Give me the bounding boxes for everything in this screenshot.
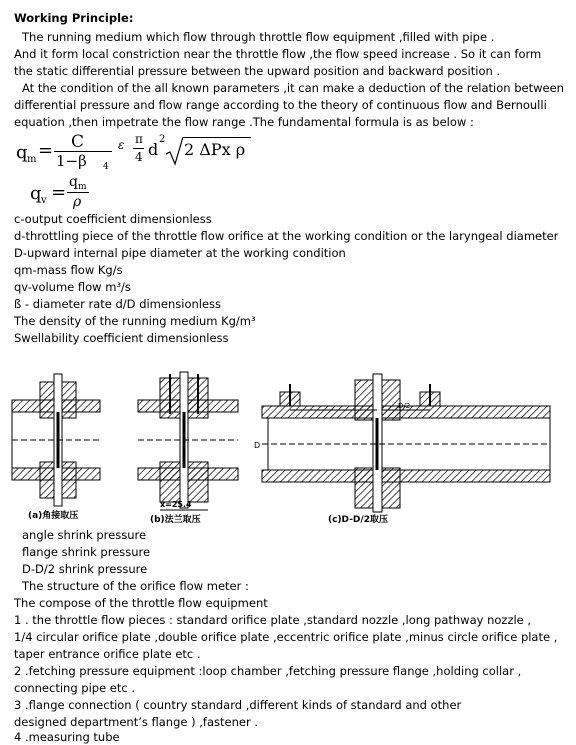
definition-line: Swellability coefficient dimensionless — [14, 331, 229, 345]
intro-paragraph-line: differential pressure and flow range according to the theory of continuous flow and Bernoulli — [14, 98, 547, 112]
intro-paragraph-line: equation ,then impetrate the flow range .The fundamental formula is as below : — [14, 115, 474, 129]
definition-line: d-throttling piece of the throttle flow orifice at the working condition or the laryngeal diameter — [14, 229, 559, 243]
angle-tapping-drawing — [12, 374, 100, 506]
figure-caption-line: D-D/2 shrink pressure — [22, 562, 148, 576]
compose-line: 2 .fetching pressure equipment :loop chamber ,fetching pressure flange ,holding collar , — [14, 664, 522, 678]
figure-caption-c: (c)D-D/2取压 — [328, 515, 388, 525]
compose-line: 1 . the throttle flow pieces : standard orifice plate ,standard nozzle ,long pathway nozzle , — [14, 613, 532, 627]
orifice-meter-figure — [10, 370, 566, 530]
compose-line: 4 .measuring tube — [14, 730, 120, 744]
working-principle-heading: Working Principle: — [14, 11, 134, 25]
figure-caption-line: The structure of the orifice flow meter : — [22, 579, 249, 593]
definition-line: c-output coefficient dimensionless — [14, 212, 212, 226]
figure-caption-a: (a)角接取压 — [28, 511, 79, 521]
compose-line: 1/4 circular orifice plate ,double orifice plate ,eccentric orifice plate ,minus circle orifice plate , — [14, 630, 558, 644]
mass-flow-formula: q m = C 1−β 4 ε π 4 d 2 2 ΔPx ρ — [14, 130, 254, 172]
figure-caption-line: flange shrink pressure — [22, 545, 151, 559]
definition-line: The density of the running medium Kg/m³ — [14, 314, 256, 328]
d-d2-tapping-drawing — [262, 374, 550, 512]
dimension-label: D — [254, 441, 261, 450]
compose-line: designed department’s flange ) ,fastener . — [14, 715, 258, 729]
definition-line: qm-mass flow Kg/s — [14, 263, 123, 277]
figure-caption-b: (b)法兰取压 — [150, 515, 201, 525]
intro-paragraph-line: And it form local constriction near the throttle flow ,the flow speed increase . So it can form — [14, 47, 542, 61]
figure-caption-line: angle shrink pressure — [22, 528, 147, 542]
volume-flow-formula: q v = q m ρ — [14, 174, 124, 212]
compose-line: connecting pipe etc . — [14, 681, 136, 695]
flange-tapping-drawing — [138, 372, 238, 510]
square-root-icon — [165, 136, 185, 166]
compose-line: 3 .flange connection ( country standard ,different kinds of standard and other — [14, 698, 462, 712]
intro-paragraph-line: At the condition of the all known parameters ,it can make a deduction of the relation between — [22, 81, 564, 95]
definition-line: ß - diameter rate d/D dimensionless — [14, 297, 222, 311]
intro-paragraph-line: The running medium which flow through throttle flow equipment ,filled with pipe . — [22, 30, 495, 44]
intro-paragraph-line: the static differential pressure between the upward position and backward position . — [14, 64, 501, 78]
dimension-label: x=25.4 — [160, 500, 192, 509]
dimension-label: D/2 — [398, 402, 411, 410]
compose-line: taper entrance orifice plate etc . — [14, 647, 201, 661]
definition-line: D-upward internal pipe diameter at the working condition — [14, 246, 346, 260]
definition-line: qv-volume flow m³/s — [14, 280, 131, 294]
compose-title: The compose of the throttle flow equipment — [14, 596, 268, 610]
